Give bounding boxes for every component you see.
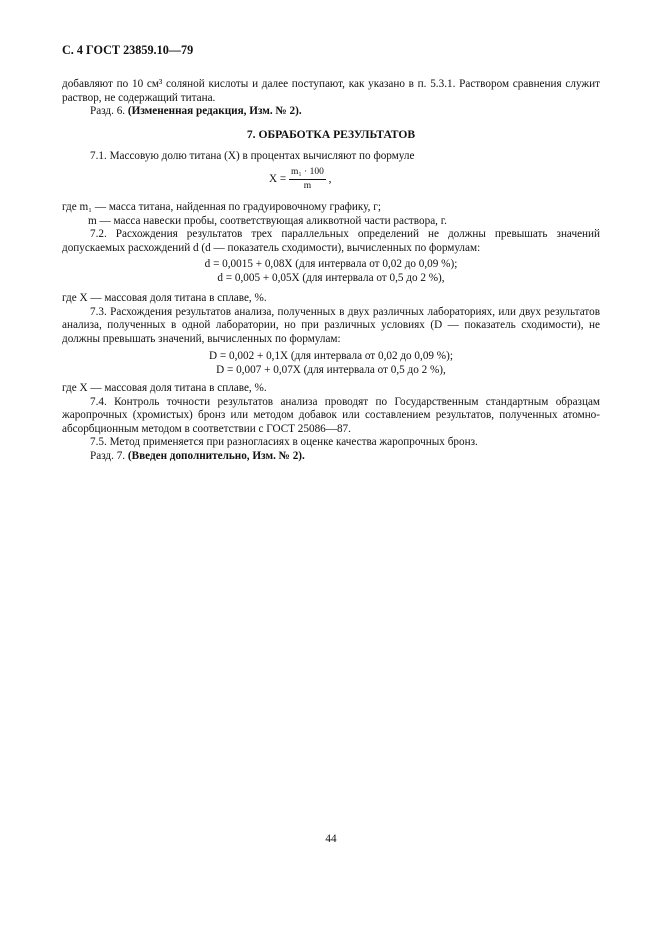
paragraph-7-2: 7.2. Расхождения результатов трех параллельных определений не должны превышать значений допускаемых расхождений d (d — показатель сходимости), вычисленных по формулам: <box>62 228 600 254</box>
razd6-prefix: Разд. 6. <box>90 105 126 118</box>
where-7-3: где X — массовая доля титана в сплаве, %. <box>62 382 267 394</box>
paragraph-7-1: 7.1. Массовую долю титана (X) в процентах вычисляют по формуле <box>90 150 415 162</box>
where-block <box>62 201 600 255</box>
paragraph-7-3: 7.3. Расхождения результатов анализа, полученных в двух различных лабораториях, или двух результатов анализа, полученных в одной лаборатории, но при различных условиях (D — показатель сходимости), не должны превышать значений, вычисленных по формулам: <box>62 305 600 345</box>
formula-x-tail: , <box>328 173 332 186</box>
where-m: m — масса навески пробы, соответствующая аликвотной части раствора, г. <box>88 214 447 227</box>
page-header: С. 4 ГОСТ 23859.10—79 <box>62 43 194 57</box>
razd6-bold: (Измененная редакция, Изм. № 2). <box>127 105 302 118</box>
page-number: 44 <box>325 833 337 845</box>
formula-x <box>269 167 331 192</box>
intro-block <box>62 78 600 119</box>
formula-D-2: D = 0,007 + 0,07X (для интервала от 0,5 до 2 %), <box>216 363 446 376</box>
formula-x-numerator: m₁ · 100 <box>289 167 326 180</box>
paragraph-7-4: 7.4. Контроль точности результатов анализа проводят по Государственным стандартным образцам жаропрочных (хромистых) бронз или методом добавок или составлением результатов, полученных атомно-абсорбционным методом в соответствии с ГОСТ 25086—87. <box>62 395 600 435</box>
formula-x-denominator: m <box>303 181 312 191</box>
formula-D-1: D = 0,002 + 0,1X (для интервала от 0,02 до 0,09 %); <box>209 350 453 362</box>
razd7-bold: (Введен дополнительно, Изм. № 2). <box>127 449 305 462</box>
formula-x-lhs: X = <box>269 173 287 186</box>
formulas-7-2 <box>62 258 600 285</box>
where-7-2: где X — массовая доля титана в сплаве, %. <box>62 292 267 304</box>
p73-block <box>62 292 600 346</box>
paragraph-7-5: 7.5. Метод применяется при разногласиях в оценке качества жаропрочных бронз. <box>90 436 478 449</box>
razd6-note <box>62 105 600 119</box>
intro-paragraph: добавляют по 10 см³ соляной кислоты и далее поступают, как указано в п. 5.3.1. Раствором сравнения служит раствор, не содержащий титана. <box>62 78 600 104</box>
where-m1: где m₁ — масса титана, найденная по градуировочному графику, г; <box>62 201 381 213</box>
razd7-prefix: Разд. 7. <box>90 449 126 462</box>
formulas-7-3 <box>62 350 600 377</box>
formula-x-fraction <box>289 167 326 192</box>
section-title: 7. ОБРАБОТКА РЕЗУЛЬТАТОВ <box>246 128 416 141</box>
formula-d-1: d = 0,0015 + 0,08X (для интервала от 0,02 до 0,09 %); <box>204 258 458 270</box>
p74-block <box>62 382 600 464</box>
p71-block <box>62 150 600 164</box>
formula-d-2: d = 0,005 + 0,05X (для интервала от 0,5 до 2 %), <box>217 271 445 284</box>
razd7-note <box>62 450 600 464</box>
